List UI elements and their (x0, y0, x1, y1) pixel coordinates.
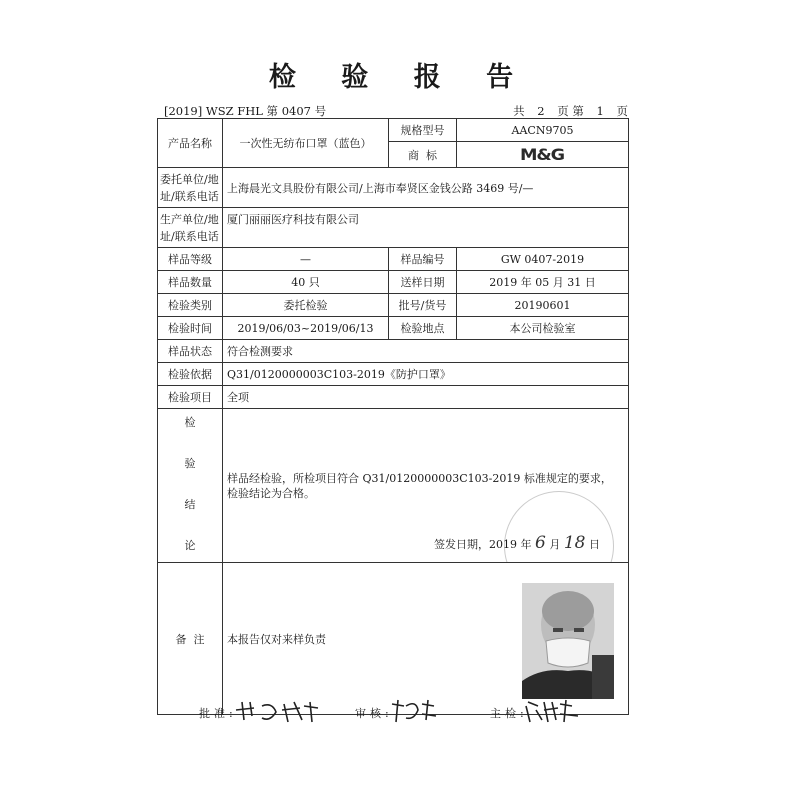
conclusion-char-4: 论 (184, 539, 196, 552)
value-trademark (457, 142, 629, 168)
label-sample-grade: 样品等级 (158, 248, 223, 271)
label-test-time: 检验时间 (158, 317, 223, 340)
inspect-label: 主检: (490, 707, 528, 720)
sign-date-month: 6 (535, 533, 546, 553)
label-test-basis: 检验依据 (158, 363, 223, 386)
conclusion-char-1: 检 (184, 416, 196, 429)
value-model: AACN9705 (457, 119, 629, 142)
label-model: 规格型号 (389, 119, 457, 142)
review-signature (388, 696, 438, 726)
report-title: 检 验 报 告 (268, 62, 532, 93)
value-sample-qty: 40 只 (223, 271, 389, 294)
label-producer (158, 208, 223, 248)
sign-date-label: 签发日期 (434, 538, 479, 551)
value-sample-status: 符合检测要求 (223, 340, 629, 363)
label-client-line1: 委托单位/地 (160, 172, 219, 186)
conclusion-char-2: 验 (184, 457, 196, 470)
value-client: 上海晨光文具股份有限公司/上海市奉贤区金钱公路 3469 号/— (223, 168, 629, 208)
label-batch-no: 批号/货号 (389, 294, 457, 317)
person-photo-image (522, 583, 614, 699)
value-test-time: 2019/06/03~2019/06/13 (223, 317, 389, 340)
conclusion-text: 样品经检验，所检项目符合 Q31/0120000003C103-2019 标准规定的要求，检验结论为合格。 (227, 472, 612, 500)
label-sample-no: 样品编号 (389, 248, 457, 271)
pages-mid: 页 第 (557, 104, 584, 118)
sign-date-day: 18 (563, 533, 586, 553)
pages-prefix: 共 (513, 104, 525, 118)
value-test-type: 委托检验 (223, 294, 389, 317)
value-test-basis: Q31/0120000003C103-2019《防护口罩》 (223, 363, 629, 386)
label-test-place: 检验地点 (389, 317, 457, 340)
remarks-text: 本报告仅对来样负责 (227, 632, 326, 646)
label-client (158, 168, 223, 208)
page-indicator (513, 103, 628, 119)
report-table (157, 118, 629, 715)
label-delivery-date: 送样日期 (389, 271, 457, 294)
report-number: [2019] WSZ FHL 第 0407 号 (164, 104, 327, 118)
value-test-items: 全项 (223, 386, 629, 409)
review-label: 审核: (355, 707, 393, 720)
sign-date: 签发日期，2019 年 6 月 18 日 (434, 533, 600, 553)
value-sample-grade: — (223, 248, 389, 271)
person-photo (522, 583, 614, 699)
sign-date-month-unit: 月 (549, 538, 561, 551)
label-test-items: 检验项目 (158, 386, 223, 409)
sign-date-day-unit: 日 (589, 538, 600, 551)
sign-date-year: 2019 年 (489, 538, 532, 551)
conclusion-char-3: 结 (184, 498, 196, 511)
label-test-type: 检验类别 (158, 294, 223, 317)
pages-total: 2 (537, 104, 545, 118)
value-delivery-date: 2019 年 05 月 31 日 (457, 271, 629, 294)
inspect-signature (522, 696, 582, 726)
label-product-name: 产品名称 (158, 119, 223, 168)
label-client-line2: 址/联系电话 (160, 189, 219, 203)
label-sample-status: 样品状态 (158, 340, 223, 363)
label-producer-line2: 址/联系电话 (160, 229, 219, 243)
page-current: 1 (596, 104, 604, 118)
pages-suffix: 页 (616, 104, 628, 118)
label-remarks: 备 注 (158, 563, 223, 715)
value-test-place: 本公司检验室 (457, 317, 629, 340)
value-batch-no: 20190601 (457, 294, 629, 317)
mg-logo: M&G (520, 145, 565, 164)
value-producer: 厦门丽丽医疗科技有限公司 (223, 208, 629, 248)
label-sample-qty: 样品数量 (158, 271, 223, 294)
label-conclusion (158, 409, 223, 563)
label-trademark: 商 标 (389, 142, 457, 168)
value-product-name: 一次性无纺布口罩（蓝色） (223, 119, 389, 168)
approve-signature (232, 696, 322, 726)
conclusion-body (223, 409, 629, 563)
remarks-body (223, 563, 629, 715)
value-sample-no: GW 0407-2019 (457, 248, 629, 271)
approve-label: 批准: (199, 707, 237, 720)
label-producer-line1: 生产单位/地 (160, 212, 219, 226)
